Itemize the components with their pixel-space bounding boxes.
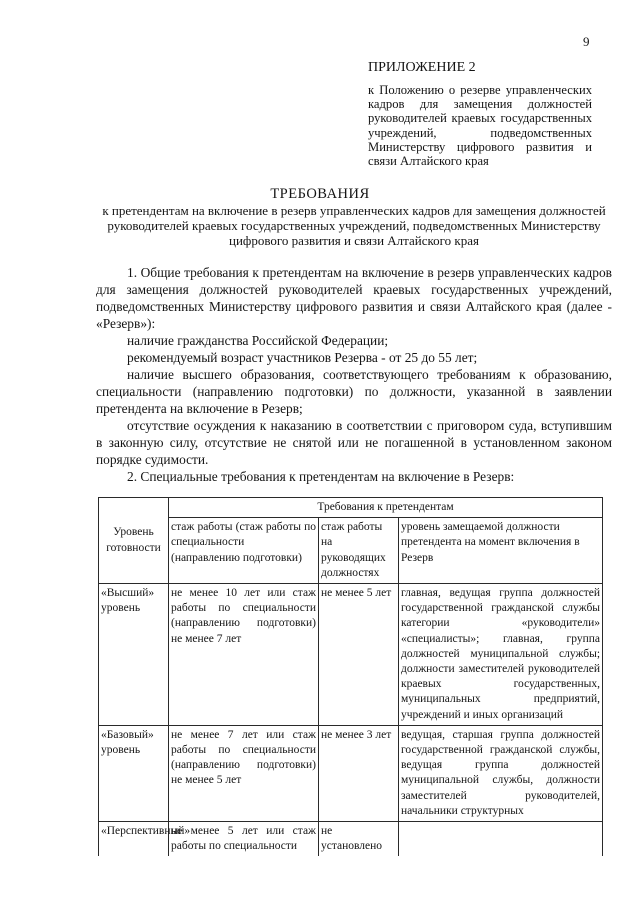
cell-level: «Высший» уровень — [99, 584, 169, 726]
education-paragraph: наличие высшего образования, соответствующего требованиям к образованию, специальности (направлению подготовки) по должности, указанной в заявлении претендента на включение в Резерв; — [96, 367, 612, 416]
header-level: Уровень готовности — [99, 498, 169, 584]
appendix-subtitle: к Положению о резерве управленческих кадров для замещения должностей руководителей краевых государственных учреждений, подведомственных Министерству цифрового развития и связи Алтайского края — [368, 83, 592, 169]
header-requirements: Требования к претендентам — [169, 498, 603, 518]
body-text — [96, 264, 612, 485]
page-number: 9 — [583, 34, 590, 49]
document-subtitle: к претендентам на включение в резерв управленческих кадров для замещения должностей руководителей краевых государственных учреждений, подведомственных Министерству цифрового развития и связи Алтайского края — [102, 203, 606, 248]
document-title: ТРЕБОВАНИЯ — [270, 186, 370, 202]
cell-position: ведущая, старшая группа должностей государственной гражданской службы, ведущая группа должностей муниципальной службы, должности заместителей руководителей, начальники структурных — [399, 725, 603, 821]
table-row — [99, 822, 603, 857]
cell-level: «Перспективный» — [99, 822, 169, 857]
cell-position: главная, ведущая группа должностей государственной гражданской службы категории «руководители» «специалисты»; главная, группа должностей муниципальной службы; должности заместителей руководителей краевых государственных, муниципальных предприятий, учреждений и иных организаций — [399, 584, 603, 726]
cell-experience: не менее 5 лет или стаж работы по специальности — [169, 822, 319, 857]
cell-experience: не менее 7 лет или стаж работы по специальности (направлению подготовки) не менее 5 лет — [169, 725, 319, 821]
appendix-title: ПРИЛОЖЕНИЕ 2 — [368, 60, 476, 75]
header-experience: стаж работы (стаж работы по специальности (направлению подготовки) — [169, 518, 319, 584]
cell-management: не установлено — [319, 822, 399, 857]
table-header-row — [99, 498, 603, 518]
requirements-table — [98, 497, 603, 856]
header-management: стаж работы на руководящих должностях — [319, 518, 399, 584]
table-row — [99, 584, 603, 726]
table-row — [99, 725, 603, 821]
table-subheader-row — [99, 518, 603, 584]
citizenship-paragraph: наличие гражданства Российской Федерации; — [127, 333, 389, 348]
header-position: уровень замещаемой должности претендента на момент включения в Резерв — [399, 518, 603, 584]
cell-management: не менее 3 лет — [319, 725, 399, 821]
age-paragraph: рекомендуемый возраст участников Резерва - от 25 до 55 лет; — [127, 350, 478, 365]
general-requirements-paragraph: 1. Общие требования к претендентам на включение в резерв управленческих кадров для замещения должностей руководителей краевых государственных учреждений, подведомственных Министерству цифрового развития и связи Алтайского края (далее - «Резерв»): — [96, 265, 612, 331]
special-requirements-paragraph: 2. Специальные требования к претендентам на включение в Резерв: — [127, 469, 515, 484]
conviction-paragraph: отсутствие осуждения к наказанию в соответствии с приговором суда, вступившим в законную силу, отсутствие не снятой или не погашенной в установленном законом порядке судимости. — [96, 418, 612, 467]
cell-level: «Базовый» уровень — [99, 725, 169, 821]
appendix-block — [368, 60, 592, 168]
cell-position — [399, 822, 603, 857]
cell-experience: не менее 10 лет или стаж работы по специальности (направлению подготовки) не менее 7 лет — [169, 584, 319, 726]
cell-management: не менее 5 лет — [319, 584, 399, 726]
